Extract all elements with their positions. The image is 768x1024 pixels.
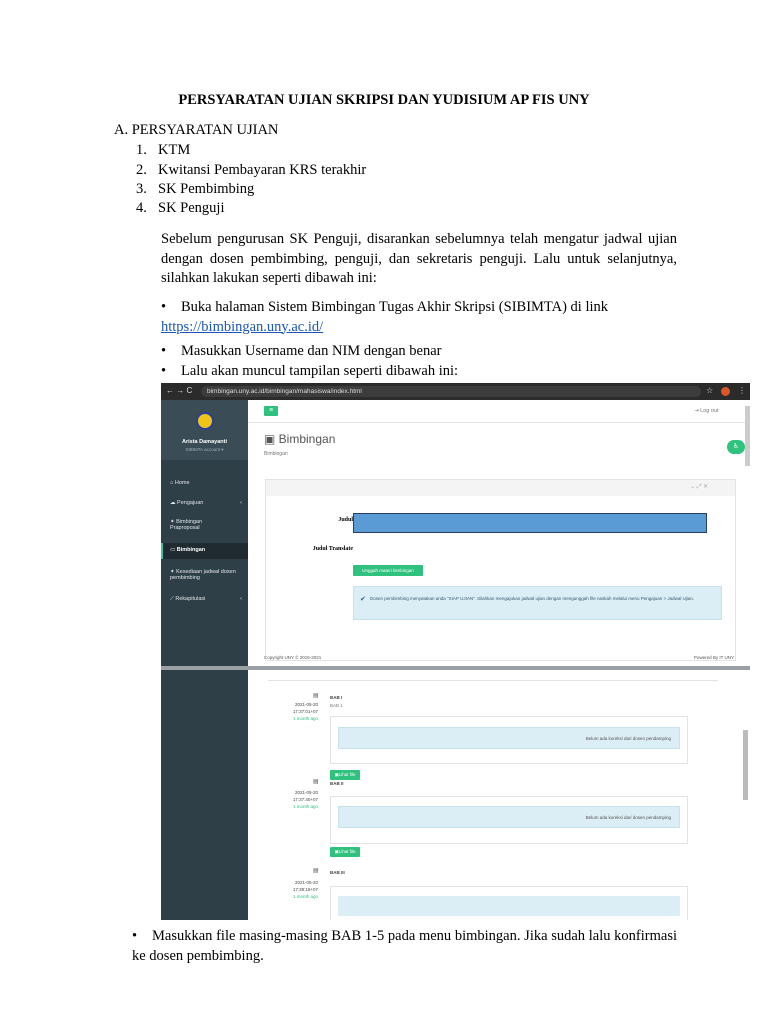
file-icon: ▤ xyxy=(313,779,319,785)
item-number: 2. xyxy=(136,162,147,178)
bullet-text: Buka halaman Sistem Bimbingan Tugas Akhir Skripsi (SIBIMTA) di link xyxy=(181,299,608,315)
entry-ago: 1 month ago xyxy=(292,894,318,899)
judul-field[interactable] xyxy=(353,513,707,533)
entry-title: BAB II xyxy=(330,781,344,786)
calendar-icon: ▭ xyxy=(170,547,177,553)
chevron-left-icon: ‹ xyxy=(240,500,242,506)
bullet-item xyxy=(161,362,677,382)
sidebar-item-rekapitulasi[interactable] xyxy=(170,596,242,603)
intro-paragraph: Sebelum pengurusan SK Penguji, disarankan sebelumnya telah mengatur jadwal ujian dengan dosen pembimbing, penguji, dan sekretaris penguji. Lalu untuk selanjutnya, silahkan lakukan seperti dibawah ini: xyxy=(161,231,677,286)
entry-ago: 1 month ago xyxy=(292,804,318,809)
bullet-item xyxy=(161,342,677,362)
sidebar-item-praproposal[interactable] xyxy=(170,519,230,531)
judul-label: Judul xyxy=(338,517,353,523)
item-text: KTM xyxy=(158,142,191,158)
bullet-icon: • xyxy=(161,343,167,359)
logout-icon: ⇥ xyxy=(694,408,701,414)
sidebar-item-bimbingan-label: ▭ Bimbingan xyxy=(170,547,206,553)
sidebar-label: Rekapitulasi xyxy=(175,596,206,602)
calendar-icon: ▣ xyxy=(264,432,279,446)
users-icon: ✦ xyxy=(170,519,177,525)
item-number: 1. xyxy=(136,142,147,158)
item-number: 4. xyxy=(136,200,147,216)
nav-arrows-icon: ← → C xyxy=(166,386,193,395)
profile-box xyxy=(161,400,248,460)
browser-chrome xyxy=(161,383,750,400)
bullet-icon: • xyxy=(161,299,167,315)
accessibility-icon[interactable]: ♿ xyxy=(727,440,745,454)
check-icon: ✔ xyxy=(360,596,366,603)
ready-exam-alert xyxy=(353,586,722,620)
page-title: ▣ Bimbingan xyxy=(264,432,336,446)
university-logo xyxy=(196,412,214,430)
panel-controls-icon[interactable]: ⌄ ⤢ ✕ xyxy=(690,484,709,490)
scrollbar[interactable] xyxy=(743,730,748,800)
users-icon: ✦ xyxy=(170,569,177,575)
entry-note: Belum ada koreksi dari dosen pendamping xyxy=(338,727,680,749)
sidebar-item-pengajuan[interactable] xyxy=(170,500,242,506)
entry-subtitle: BAB 1 xyxy=(330,703,343,708)
bimbingan-panel xyxy=(265,479,736,661)
footer-powered: Powered By IT UNY xyxy=(693,655,734,660)
bullet-text: Masukkan file masing-masing BAB 1-5 pada menu bimbingan. Jika sudah lalu konfirmasi ke dosen pembimbing. xyxy=(132,928,677,964)
entry-note xyxy=(338,896,680,916)
bullet-item xyxy=(132,927,677,966)
sidebar xyxy=(161,400,248,920)
menu-icon: ⋮ xyxy=(738,386,746,395)
sidebar-item-home[interactable] xyxy=(170,480,190,486)
user-name: Arista Damayanti xyxy=(182,439,227,445)
list-item xyxy=(136,162,366,179)
sidebar-item-kesediaan[interactable] xyxy=(170,569,246,581)
file-icon: ▣ xyxy=(334,772,339,777)
item-text: SK Pembimbing xyxy=(158,181,255,197)
home-icon: ⌂ xyxy=(170,480,175,486)
bullet-icon: • xyxy=(132,928,138,944)
entry-time: 17:37:40+07 xyxy=(292,797,318,802)
user-account[interactable]: SIBIMTA account ▾ xyxy=(185,447,224,452)
entry-title: BAB III xyxy=(330,870,345,875)
judul-translate-label: Judul Translate xyxy=(312,546,353,552)
entry-ago: 1 month ago xyxy=(292,716,318,721)
bab-list xyxy=(248,670,750,920)
sidebar-label: Home xyxy=(174,480,190,486)
list-item xyxy=(136,142,190,159)
cloud-icon: ☁ xyxy=(170,500,178,506)
bullet-item xyxy=(161,298,677,337)
document-title: PERSYARATAN UJIAN SKRIPSI DAN YUDISIUM AP FIS UNY xyxy=(178,92,590,108)
logout-link[interactable]: ⇥ Log out xyxy=(694,408,719,414)
bullet-icon: • xyxy=(161,363,167,379)
file-icon: ▤ xyxy=(313,868,319,874)
entry-title: BAB I xyxy=(330,695,343,700)
entry-date: 2021-05-20 xyxy=(294,790,318,795)
item-text: Kwitansi Pembayaran KRS terakhir xyxy=(158,162,367,178)
entry-date: 2021-05-20 xyxy=(294,702,318,707)
breadcrumb: Bimbingan xyxy=(264,451,288,457)
entry-time: 17:37:01+07 xyxy=(292,709,318,714)
hamburger-button[interactable]: ≡ xyxy=(264,406,278,416)
view-file-button[interactable]: ▣Lihat file xyxy=(330,770,360,780)
entry-note: Belum ada koreksi dari dosen pendamping xyxy=(338,806,680,828)
item-number: 3. xyxy=(136,181,147,197)
scrollbar[interactable] xyxy=(745,406,750,466)
entry-time: 17:38:15+07 xyxy=(292,887,318,892)
list-item xyxy=(136,200,224,217)
star-icon: ☆ xyxy=(706,386,714,395)
bullet-text: Masukkan Username dan NIM dengan benar xyxy=(181,343,442,359)
upload-button[interactable]: Unggah materi bimbingan xyxy=(353,565,423,576)
bullet-text: Lalu akan muncul tampilan seperti dibawah ini: xyxy=(181,363,459,379)
avatar[interactable] xyxy=(721,387,730,396)
chart-icon: ⟋ xyxy=(170,596,176,602)
chevron-left-icon: ‹ xyxy=(240,596,242,602)
file-icon: ▣ xyxy=(334,849,339,854)
sidebar-label: Pengajuan xyxy=(177,500,204,506)
sibimta-link[interactable]: https://bimbingan.uny.ac.id/ xyxy=(161,318,324,335)
section-heading: A. PERSYARATAN UJIAN xyxy=(114,122,279,138)
footer-copyright: Copyright UNY © 2015-2021 xyxy=(264,655,322,660)
sidebar-label: Kesediaan jadwal dosen pembimbing xyxy=(170,569,236,581)
entry-date: 2021-05-20 xyxy=(294,880,318,885)
item-text: SK Penguji xyxy=(158,200,225,216)
embedded-screenshot xyxy=(161,383,750,920)
alert-text: Dosen pembimbing menyatakan anda "SIAP UJIAN". Silahkan mengajukan jadwal ujian dengan mengunggah file naskah melalui menu Pengajuan > Jadwal Ujian. xyxy=(370,596,695,601)
sidebar-label: Bimbingan Praproposal xyxy=(170,519,203,531)
file-icon: ▤ xyxy=(313,693,319,699)
address-bar[interactable]: bimbingan.uny.ac.id/bimbingan/mahasiswa/index.html xyxy=(201,386,701,397)
view-file-button[interactable]: ▣Lihat file xyxy=(330,847,360,857)
list-item xyxy=(136,181,254,198)
